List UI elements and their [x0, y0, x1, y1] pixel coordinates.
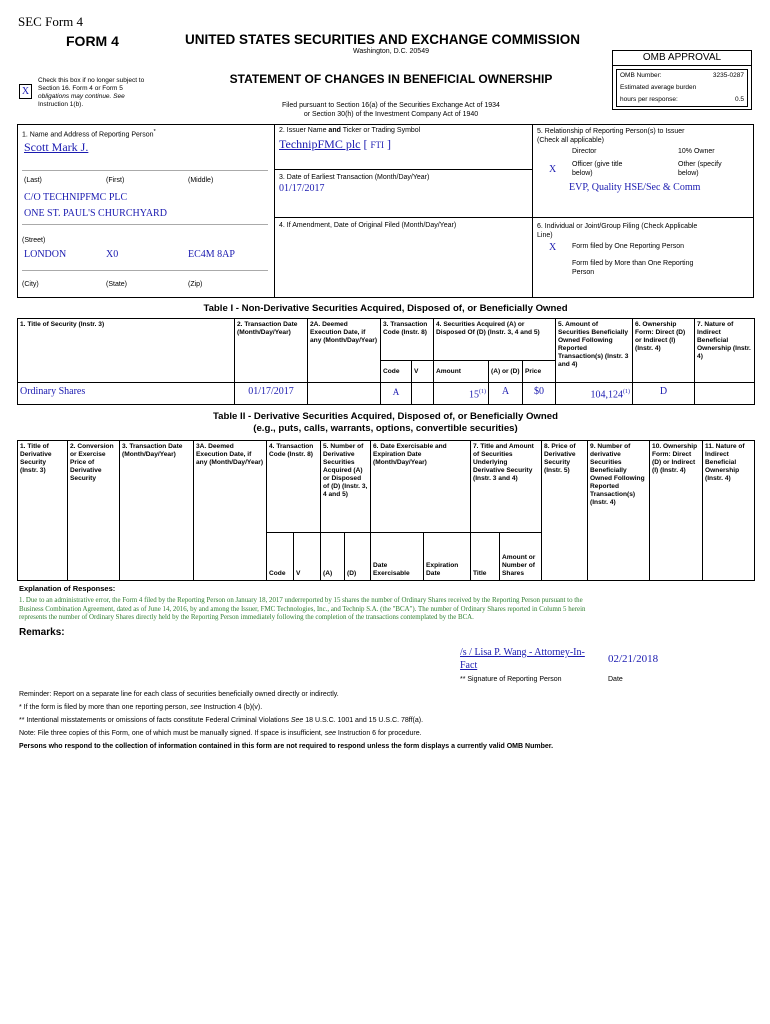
- t1-h-title: 1. Title of Security (Instr. 3): [18, 319, 235, 383]
- signature-name[interactable]: /s / Lisa P. Wang - Attorney-In- Fact: [460, 647, 585, 671]
- t1-row-owned: 104,124$^{(1)}$: [556, 383, 633, 405]
- table1: [17, 318, 755, 405]
- t1-h-amount-owned: 5. Amount of Securities Beneficially Owned Following Reported Transaction(s) (Instr. 3 and 4): [556, 319, 633, 383]
- t2-h-nature: 11. Nature of Indirect Beneficial Ownership (Instr. 4): [703, 441, 755, 581]
- t2-sub-a: (A): [321, 533, 345, 581]
- omb-final-note: Persons who respond to the collection of information contained in this form are not required to respond unless the form displays a currently valid OMB Number.: [19, 743, 554, 750]
- officer-title: EVP, Quality HSE/Sec & Comm: [569, 182, 701, 193]
- t1-row-amount: 15$^{(1)}$: [434, 383, 489, 405]
- t2-sub-v: V: [294, 533, 321, 581]
- t1-row-title: Ordinary Shares: [18, 383, 235, 405]
- t2-sub-title: Title: [471, 533, 500, 581]
- box6-label: 6. Individual or Joint/Group Filing (Check Applicable Line): [537, 223, 698, 239]
- note-copies: Note: File three copies of this Form, one of which must be manually signed. If space is insufficient, see Instruction 6 for procedure.: [19, 730, 422, 737]
- t1-sub-v: V: [412, 361, 434, 383]
- box2-label: 2. Issuer Name and Ticker or Trading Symbol: [279, 127, 421, 134]
- filed-pursuant: Filed pursuant to Section 16(a) of the Securities Exchange Act of 1934 or Section 30(h) of the Investment Company Act of 1940: [282, 102, 500, 118]
- omb-hours-value: 0.5: [734, 96, 744, 103]
- t2-sub-expiration: Expiration Date: [424, 533, 471, 581]
- t1-row-date: 01/17/2017: [235, 383, 308, 405]
- earliest-transaction-date: 01/17/2017: [279, 183, 325, 194]
- t1-sub-amount: Amount: [434, 361, 489, 383]
- t2-h-conversion: 2. Conversion or Exercise Price of Derivative Security: [68, 441, 120, 581]
- director-label: Director: [572, 148, 597, 155]
- omb-burden-label: Estimated average burden: [620, 84, 697, 91]
- t2-h-title: 1. Title of Derivative Security (Instr. 3): [18, 441, 68, 581]
- box1-label: 1. Name and Address of Reporting Person*: [22, 129, 156, 139]
- t1-h-ownership-form: 6. Ownership Form: Direct (D) or Indirect (I) (Instr. 4): [633, 319, 695, 383]
- state-label: (State): [106, 281, 128, 288]
- box5-label: 5. Relationship of Reporting Person(s) to Issuer (Check all applicable): [537, 128, 685, 144]
- exempt-checkbox[interactable]: [19, 84, 32, 99]
- city-value: LONDON: [24, 249, 67, 260]
- first-label: (First): [106, 177, 125, 184]
- other-label: Other (specify below): [678, 161, 722, 177]
- box4-label: 4. If Amendment, Date of Original Filed (Month/Day/Year): [279, 222, 457, 229]
- t2-sub-amount: Amount or Number of Shares: [500, 533, 542, 581]
- agency-location: Washington, D.C. 20549: [352, 48, 429, 55]
- checkbox-text: Check this box if no longer subject to Section 16. Form 4 or Form 5 obligations may continue. See Instruction 1(b).: [38, 77, 145, 108]
- doc-label: SEC Form 4: [18, 14, 84, 29]
- t1-h-nature: 7. Nature of Indirect Beneficial Ownership (Instr. 4): [695, 319, 755, 383]
- omb-number-value: 3235-0287: [712, 72, 744, 79]
- omb-hours-label: hours per response:: [620, 96, 678, 103]
- signature-date: 02/21/2018: [608, 653, 659, 665]
- remarks-heading: Remarks:: [19, 627, 65, 638]
- t1-row-form: D: [633, 383, 695, 405]
- omb-title: OMB APPROVAL: [613, 51, 751, 66]
- t1-row-price: $0: [523, 383, 556, 405]
- t1-h-date: 2. Transaction Date (Month/Day/Year): [235, 319, 308, 383]
- address-line-2: ONE ST. PAUL'S CHURCHYARD: [24, 208, 167, 219]
- table-row: [18, 383, 755, 405]
- last-label: (Last): [24, 177, 42, 184]
- t2-h-underlying: 7. Title and Amount of Securities Underlying Derivative Security (Instr. 3 and 4): [471, 441, 542, 533]
- one-person-label: Form filed by One Reporting Person: [572, 243, 685, 250]
- agency-title: UNITED STATES SECURITIES AND EXCHANGE COMMISSION: [185, 32, 581, 47]
- explanation-heading: Explanation of Responses:: [19, 584, 116, 593]
- officer-mark: X: [549, 164, 557, 175]
- middle-label: (Middle): [188, 177, 214, 184]
- one-person-mark: X: [549, 242, 557, 253]
- t1-h-deemed: 2A. Deemed Execution Date, if any (Month/Day/Year): [308, 319, 381, 383]
- t2-h-deemed: 3A. Deemed Execution Date, if any (Month/Day/Year): [194, 441, 267, 581]
- note-multiple-persons: * If the form is filed by more than one reporting person, see Instruction 4 (b)(v).: [19, 704, 263, 711]
- t2-h-date: 3. Transaction Date (Month/Day/Year): [120, 441, 194, 581]
- explanation-text: 1. Due to an administrative error, the Form 4 filed by the Reporting Person on January 18, 2017 underreported by 15 shares the number of Ordinary Shares received by the Reporting Person pursuant to the Business Combination Agreement, dated as of June 14, 2016, by and among the Issuer, FMC Technologies, Inc., and Technip S.A. (the "BCA"). The number of Ordinary Shares reported in Column 5 herein represents the number of Ordinary Shares directly held by the Reporting Person immediately following the completion of the transactions contemplated by the BCA.: [19, 597, 586, 621]
- t2-sub-exercisable: Date Exercisable: [371, 533, 424, 581]
- issuer-line: TechnipFMC plc [ FTI ]: [279, 137, 391, 151]
- zip-label: (Zip): [188, 281, 203, 288]
- box3-label: 3. Date of Earliest Transaction (Month/Day/Year): [279, 174, 430, 181]
- footer-notes: [19, 688, 553, 753]
- t2-h-code: 4. Transaction Code (Instr. 8): [267, 441, 321, 533]
- city-label: (City): [22, 281, 39, 288]
- zip-value: EC4M 8AP: [188, 249, 235, 260]
- signature-label: ** Signature of Reporting Person: [460, 676, 562, 683]
- reminder-note: Reminder: Report on a separate line for each class of securities beneficially owned directly or indirectly.: [19, 691, 339, 698]
- t2-h-exercisable: 6. Date Exercisable and Expiration Date (Month/Day/Year): [371, 441, 471, 533]
- street-label: (Street): [22, 237, 46, 244]
- t1-row-code: A: [381, 383, 412, 405]
- t1-sub-code: Code: [381, 361, 412, 383]
- checkbox-mark: X: [21, 86, 30, 97]
- omb-number-label: OMB Number:: [620, 72, 662, 79]
- note-misstatements: ** Intentional misstatements or omissions of facts constitute Federal Criminal Violations See 18 U.S.C. 1001 and 15 U.S.C. 78ff(a).: [19, 717, 424, 724]
- reporting-person-name[interactable]: Scott Mark J.: [24, 140, 89, 154]
- omb-approval-box: [612, 50, 752, 110]
- table1-title: Table I - Non-Derivative Securities Acquired, Disposed of, or Beneficially Owned: [203, 303, 568, 314]
- t2-h-price: 8. Price of Derivative Security (Instr. 5): [542, 441, 588, 581]
- table2-title: Table II - Derivative Securities Acquired, Disposed of, or Beneficially Owned (e.g., puts, calls, warrants, options, convertible securities): [213, 411, 558, 434]
- t1-h-securities: 4. Securities Acquired (A) or Disposed Of (D) (Instr. 3, 4 and 5): [434, 319, 556, 361]
- address-line-1: C/O TECHNIPFMC PLC: [24, 192, 128, 203]
- officer-label: Officer (give title below): [572, 161, 623, 177]
- t2-sub-code: Code: [267, 533, 294, 581]
- issuer-name-link[interactable]: TechnipFMC plc: [279, 137, 361, 151]
- ten-pct-owner-label: 10% Owner: [678, 148, 715, 155]
- t2-sub-d: (D): [345, 533, 371, 581]
- form-title: FORM 4: [66, 33, 119, 49]
- t2-h-number: 5. Number of Derivative Securities Acquired (A) or Disposed of (D) (Instr. 3, 4 and 5): [321, 441, 371, 533]
- t1-h-code: 3. Transaction Code (Instr. 8): [381, 319, 434, 361]
- table2: [17, 440, 755, 581]
- date-label: Date: [608, 676, 623, 683]
- t2-h-form: 10. Ownership Form: Direct (D) or Indirect (I) (Instr. 4): [650, 441, 703, 581]
- t2-h-owned: 9. Number of derivative Securities Beneficially Owned Following Reported Transaction(s) (Instr. 4): [588, 441, 650, 581]
- t1-sub-ad: (A) or (D): [489, 361, 523, 383]
- more-persons-label: Form filed by More than One Reporting Person: [572, 260, 694, 276]
- state-value: X0: [106, 249, 119, 260]
- t1-row-ad: A: [489, 383, 523, 405]
- t1-sub-price: Price: [523, 361, 556, 383]
- statement-title: STATEMENT OF CHANGES IN BENEFICIAL OWNERSHIP: [229, 72, 553, 86]
- ticker-symbol: FTI: [370, 140, 384, 150]
